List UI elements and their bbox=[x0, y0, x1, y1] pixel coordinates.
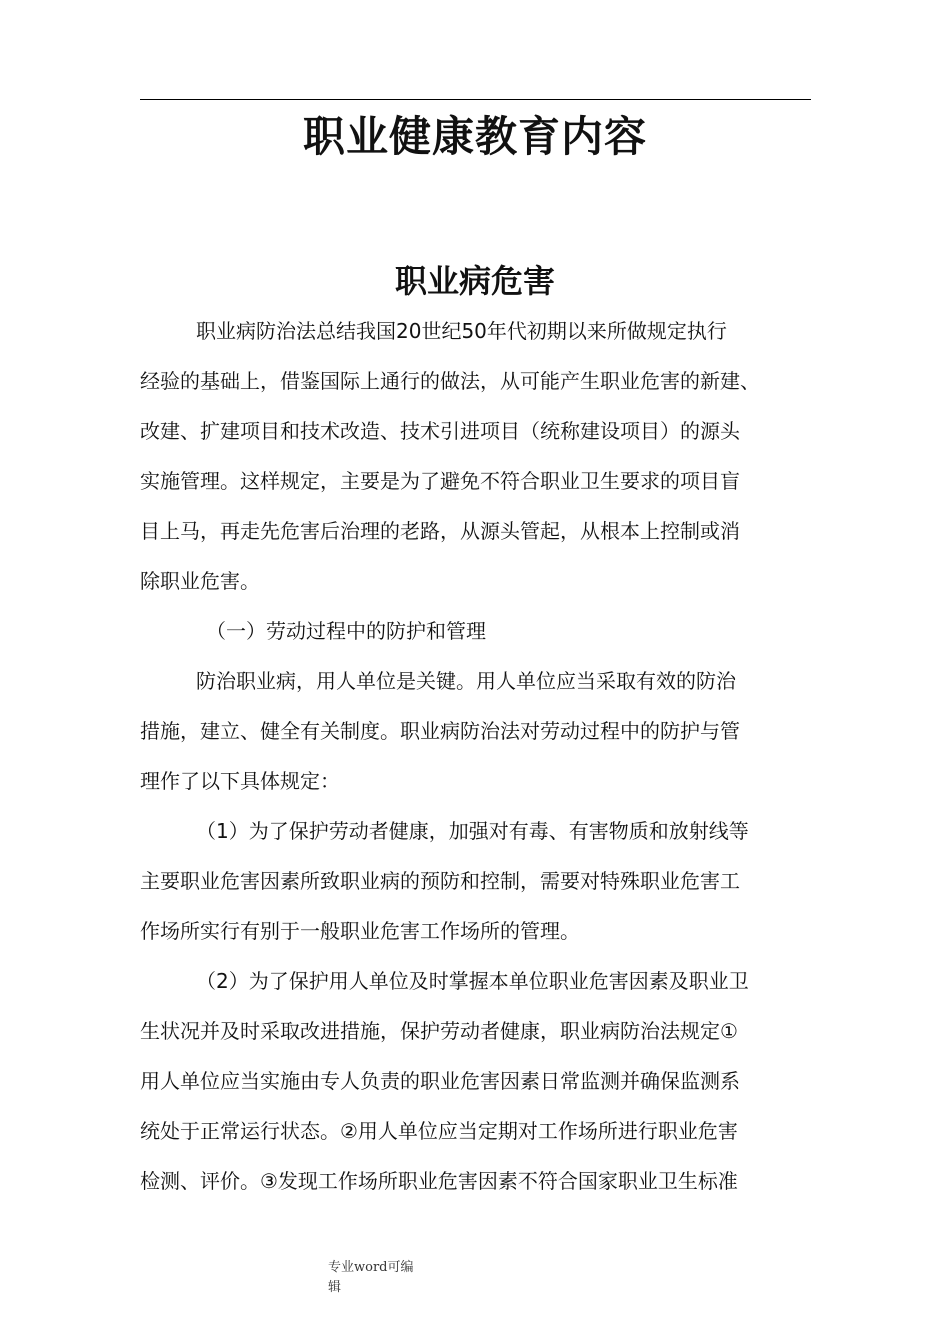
section-title: 职业病危害 bbox=[394, 262, 555, 300]
subheading: （一）劳动过程中的防护和管理 bbox=[206, 619, 486, 643]
document-title: 职业健康教育内容 bbox=[302, 112, 647, 161]
body-line: 作场所实行有别于一般职业危害工作场所的管理。 bbox=[140, 919, 580, 943]
body-line: （1）为了保护劳动者健康，加强对有毒、有害物质和放射线等 bbox=[196, 819, 749, 843]
header-rule bbox=[140, 99, 811, 100]
footer-text-line-1: 专业word可编 bbox=[328, 1260, 414, 1275]
footer-text-line-2: 辑 bbox=[328, 1280, 342, 1295]
body-line: 统处于正常运行状态。②用人单位应当定期对工作场所进行职业危害 bbox=[140, 1119, 738, 1143]
body-line: 经验的基础上，借鉴国际上通行的做法，从可能产生职业危害的新建、 bbox=[140, 369, 760, 393]
body-line: 主要职业危害因素所致职业病的预防和控制，需要对特殊职业危害工 bbox=[140, 869, 740, 893]
document-body bbox=[140, 306, 830, 1206]
body-line: 改建、扩建项目和技术改造、技术引进项目（统称建设项目）的源头 bbox=[140, 419, 740, 443]
body-line: 检测、评价。③发现工作场所职业危害因素不符合国家职业卫生标准 bbox=[140, 1169, 738, 1193]
body-line: 职业病防治法总结我国20世纪50年代初期以来所做规定执行 bbox=[196, 319, 727, 343]
body-line: 生状况并及时采取改进措施，保护劳动者健康，职业病防治法规定① bbox=[140, 1019, 738, 1043]
body-line: 防治职业病，用人单位是关键。用人单位应当采取有效的防治 bbox=[196, 669, 736, 693]
body-line: 理作了以下具体规定： bbox=[140, 769, 340, 793]
body-line: （2）为了保护用人单位及时掌握本单位职业危害因素及职业卫 bbox=[196, 969, 749, 993]
body-line: 除职业危害。 bbox=[140, 569, 260, 593]
body-line: 目上马，再走先危害后治理的老路，从源头管起，从根本上控制或消 bbox=[140, 519, 740, 543]
page-footer bbox=[328, 1258, 414, 1298]
body-line: 实施管理。这样规定，主要是为了避免不符合职业卫生要求的项目盲 bbox=[140, 469, 740, 493]
body-line: 措施，建立、健全有关制度。职业病防治法对劳动过程中的防护与管 bbox=[140, 719, 740, 743]
body-line: 用人单位应当实施由专人负责的职业危害因素日常监测并确保监测系 bbox=[140, 1069, 740, 1093]
